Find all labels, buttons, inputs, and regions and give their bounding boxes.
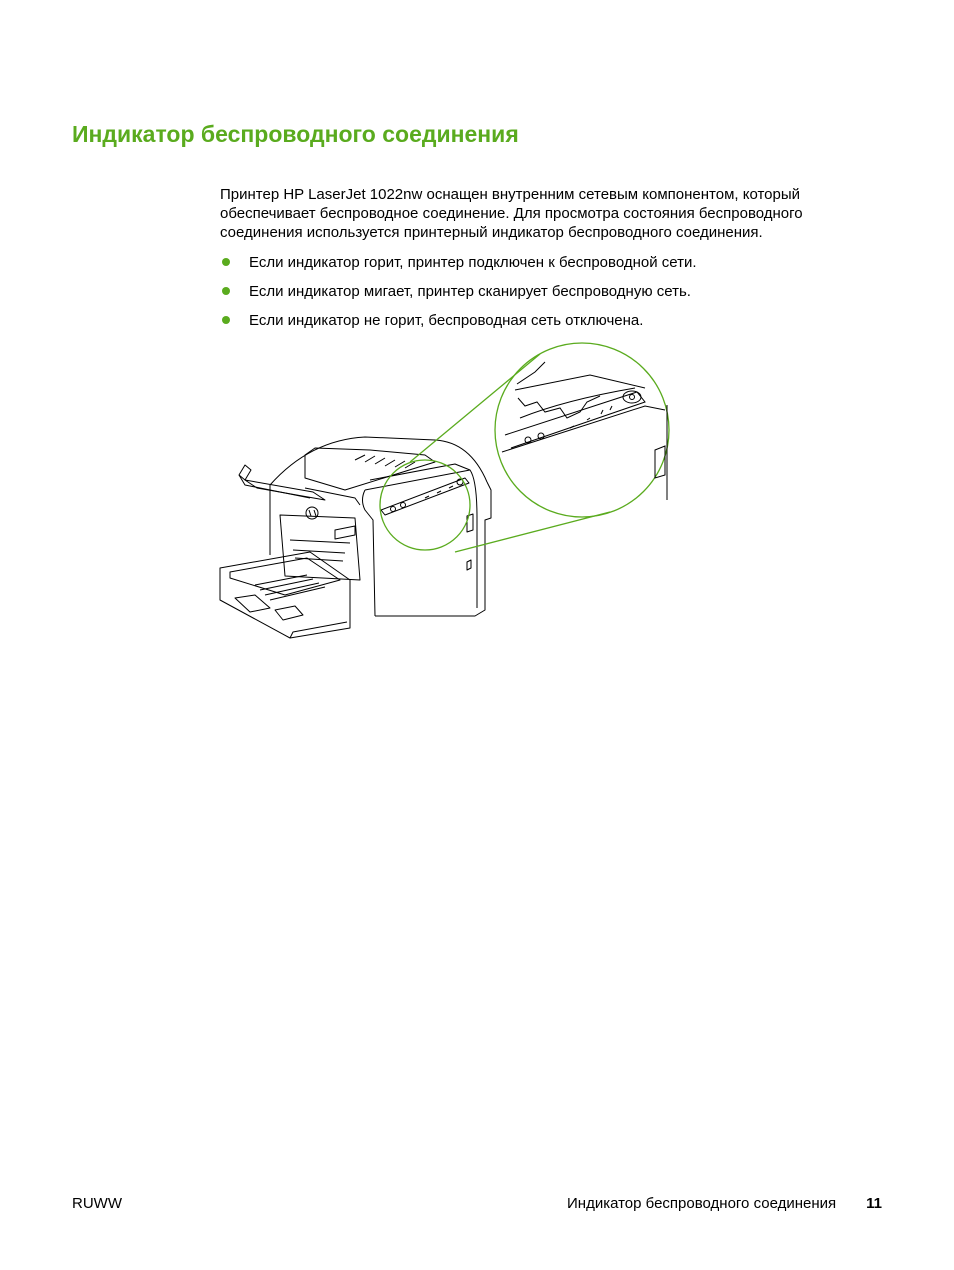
- page-title: Индикатор беспроводного соединения: [72, 121, 519, 147]
- list-item-text: Если индикатор не горит, беспроводная сеть отключена.: [249, 312, 644, 329]
- output-tray-icon: [239, 465, 360, 505]
- footer-label: RUWW: [72, 1195, 122, 1212]
- list-item-text: Если индикатор горит, принтер подключен к беспроводной сети.: [249, 254, 697, 271]
- zoom-callout-icon: [380, 343, 669, 552]
- intro-paragraph: Принтер HP LaserJet 1022nw оснащен внутренним сетевым компонентом, который обеспечивает беспроводное соединение. Для просмотра состояния беспроводного соединения используется принтерный индикатор беспроводного соединения.: [220, 186, 803, 241]
- input-tray-icon: [220, 515, 360, 638]
- printer-body-icon: [270, 437, 491, 616]
- footer-section-title: Индикатор беспроводного соединения: [567, 1195, 837, 1212]
- bullet-icon: [222, 258, 230, 266]
- list-item: [220, 311, 870, 330]
- footer-right: [567, 1194, 882, 1213]
- list-item: [220, 282, 870, 301]
- printer-illustration: [215, 340, 675, 645]
- list-item-text: Если индикатор мигает, принтер сканирует беспроводную сеть.: [249, 283, 691, 300]
- status-list: [220, 253, 870, 340]
- bullet-icon: [222, 316, 230, 324]
- printer-drawing: [215, 340, 675, 645]
- control-panel-zoom-icon: [502, 362, 667, 500]
- list-item: [220, 253, 870, 272]
- page-number: 11: [866, 1195, 882, 1212]
- bullet-icon: [222, 287, 230, 295]
